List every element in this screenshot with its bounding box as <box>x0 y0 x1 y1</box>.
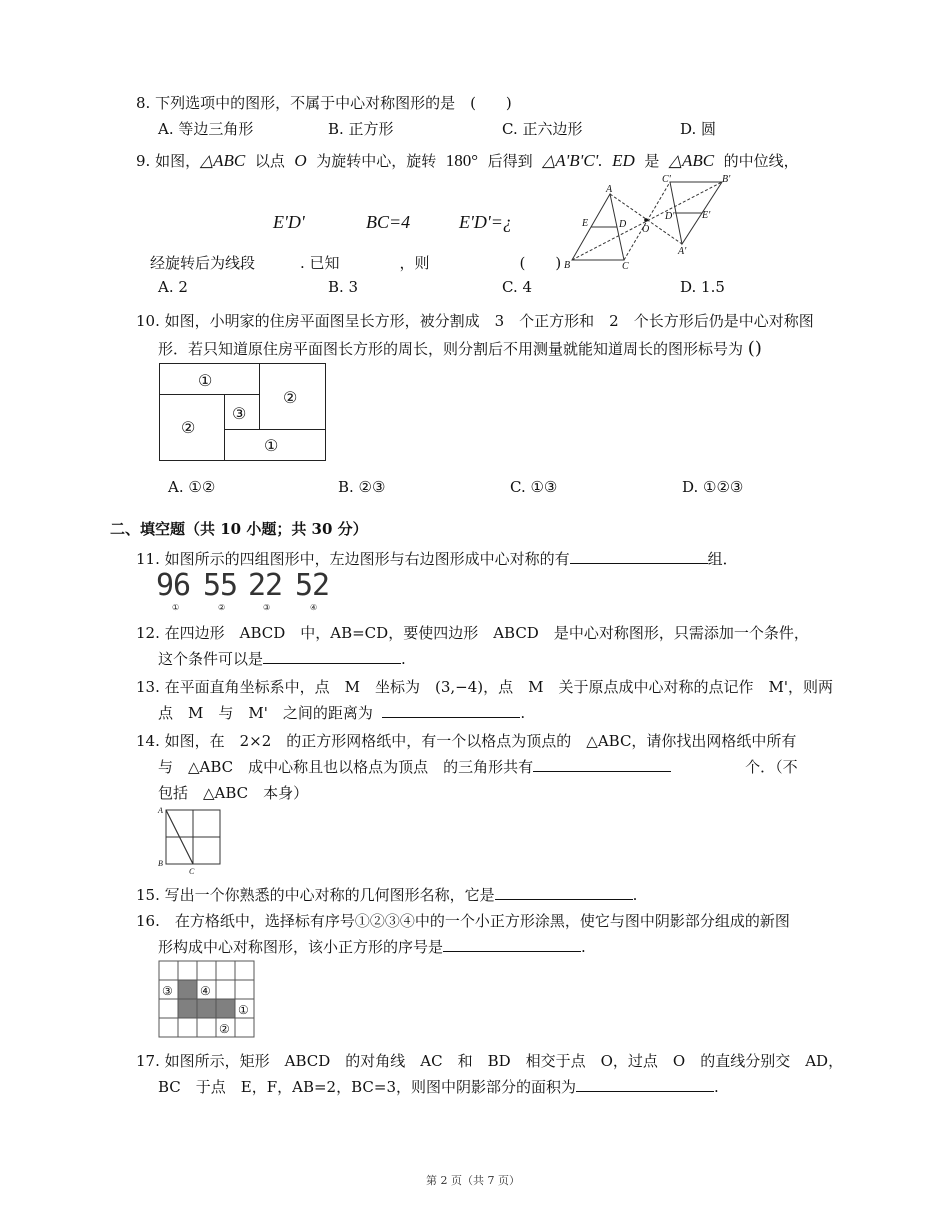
q17-answer-blank <box>576 1077 714 1092</box>
digit-pair-1: 96 <box>156 568 191 603</box>
room-label-1-bottom: ① <box>264 436 279 455</box>
q8-stem: 8. 下列选项中的图形，不属于中心对称图形的是 ( ) <box>136 94 512 112</box>
svg-text:E: E <box>582 218 589 229</box>
q15-answer-blank <box>495 885 633 900</box>
q11-stem: 11. 如图所示的四组图形中，左边图形与右边图形成中心对称的有 组． <box>136 550 738 568</box>
divider-vertical-bottom <box>224 394 225 461</box>
q16-line1: 16. 在方格纸中，选择标有序号①②③④中的一个小正方形涂黑，使它与图中阴影部分组成的新图 <box>136 912 790 930</box>
q8-option-d: D. 圆 <box>680 120 717 138</box>
digit-pair-4: 52 <box>295 568 330 603</box>
svg-text:E': E' <box>702 210 711 221</box>
q8-option-a: A. 等边三角形 <box>158 120 254 138</box>
q16-line2: 形构成中心对称图形，该小正方形的序号是 . <box>158 938 586 956</box>
svg-text:B: B <box>564 260 571 271</box>
q13-line1: 13. 在平面直角坐标系中，点 M 坐标为 (3,−4)，点 M 关于原点成中心对称的点记作 M'，则两 <box>136 678 833 696</box>
q9-line3: 经旋转后为线段 . 已知 ，则 ( ) <box>150 254 562 272</box>
q9-option-b: B. 3 <box>328 278 359 296</box>
svg-text:C: C <box>189 867 195 876</box>
room-label-2-left: ② <box>181 418 196 437</box>
svg-text:A: A <box>158 806 163 815</box>
shaded-cell <box>178 999 197 1018</box>
svg-text:D': D' <box>665 211 675 222</box>
q8-option-c: C. 正六边形 <box>502 120 583 138</box>
digit-mark-2: ② <box>218 603 226 612</box>
q9-option-c: C. 4 <box>502 278 533 296</box>
q9-math-ed-prime: E'D' <box>273 212 305 232</box>
svg-text:C': C' <box>662 174 671 185</box>
q13-answer-blank <box>382 703 520 718</box>
q12-line1: 12. 在四边形 ABCD 中，AB=CD，要使四边形 ABCD 是中心对称图形，只需添加一个条件， <box>136 624 809 642</box>
q17-line1: 17. 如图所示，矩形 ABCD 的对角线 AC 和 BD 相交于点 O，过点 O 的直线分别交 AD， <box>136 1052 844 1070</box>
q9-math-result: E'D'=¿ <box>459 212 512 232</box>
svg-text:B: B <box>158 859 163 868</box>
q10-option-a: A. ①② <box>168 478 216 496</box>
q14-line3: 包括 △ABC 本身） <box>158 784 309 802</box>
svg-text:D: D <box>619 219 627 230</box>
grid-mark-1: ① <box>238 1003 249 1017</box>
section-heading-fill-in: 二、填空题（共 10 小题；共 30 分） <box>110 520 368 538</box>
q9-option-a: A. 2 <box>158 278 188 296</box>
digit-pair-2: 55 <box>203 568 238 603</box>
svg-text:A: A <box>606 184 613 195</box>
q9-line1: 9. 如图，△ABC 以点 O 为旋转中心，旋转 180° 后得到 △A'B'C'. ED 是 △ABC 的中位线， <box>136 151 799 170</box>
grid-mark-4: ④ <box>200 984 211 998</box>
shaded-cell <box>197 999 216 1018</box>
q16-answer-blank <box>443 937 581 952</box>
grid-mark-2: ② <box>219 1022 230 1036</box>
point-o <box>644 218 648 222</box>
q14-line1: 14. 如图，在 2×2 的正方形网格纸中，有一个以格点为顶点的 △ABC，请你找出网格纸中所有 <box>136 732 797 750</box>
shaded-cell <box>178 980 197 999</box>
q10-option-d: D. ①②③ <box>682 478 744 496</box>
divider-horizontal-bottom <box>224 429 326 430</box>
q11-answer-blank <box>570 549 708 564</box>
q13-line2: 点 M 与 M' 之间的距离为 . <box>158 704 526 722</box>
q14-answer-blank <box>533 757 671 772</box>
svg-text:C: C <box>622 261 629 272</box>
q12-line2: 这个条件可以是 . <box>158 650 406 668</box>
q12-answer-blank <box>263 649 401 664</box>
digit-pair-3: 22 <box>248 568 283 603</box>
q9-rotation-figure <box>562 172 742 272</box>
q8-option-b: B. 正方形 <box>328 120 394 138</box>
q10-option-c: C. ①③ <box>510 478 558 496</box>
svg-text:O: O <box>642 224 650 235</box>
room-label-3: ③ <box>232 404 247 423</box>
q15-stem: 15. 写出一个你熟悉的中心对称的几何图形名称，它是 . <box>136 886 638 904</box>
q14-line2: 与 △ABC 成中心称且也以格点为顶点 的三角形共有 个．（不 <box>158 758 798 776</box>
q17-line2: BC 于点 E，F，AB=2，BC=3，则图中阴影部分的面积为 . <box>158 1078 719 1096</box>
page-footer: 第 2 页（共 7 页） <box>426 1174 520 1187</box>
digit-mark-4: ④ <box>310 603 318 612</box>
q9-option-d: D. 1.5 <box>680 278 725 296</box>
shaded-cell <box>216 999 235 1018</box>
q9-math-bc: BC=4 <box>366 212 411 232</box>
digit-mark-3: ③ <box>263 603 271 612</box>
room-label-2-right: ② <box>283 388 298 407</box>
q10-option-b: B. ②③ <box>338 478 386 496</box>
grid-mark-3: ③ <box>162 984 173 998</box>
room-label-1-top: ① <box>198 371 213 390</box>
divider-vertical-top <box>259 363 260 430</box>
q14-grid-figure <box>156 804 226 876</box>
q16-grid-figure <box>158 960 256 1040</box>
svg-text:A': A' <box>678 246 687 257</box>
digit-mark-1: ① <box>172 603 180 612</box>
q10-line1: 10. 如图，小明家的住房平面图呈长方形，被分割成 3 个正方形和 2 个长方形后仍是中心对称图 <box>136 312 814 330</box>
svg-text:B': B' <box>722 174 731 185</box>
q10-line2: 形．若只知道原住房平面图长方形的周长，则分割后不用测量就能知道周长的图形标号为 () <box>158 338 762 359</box>
